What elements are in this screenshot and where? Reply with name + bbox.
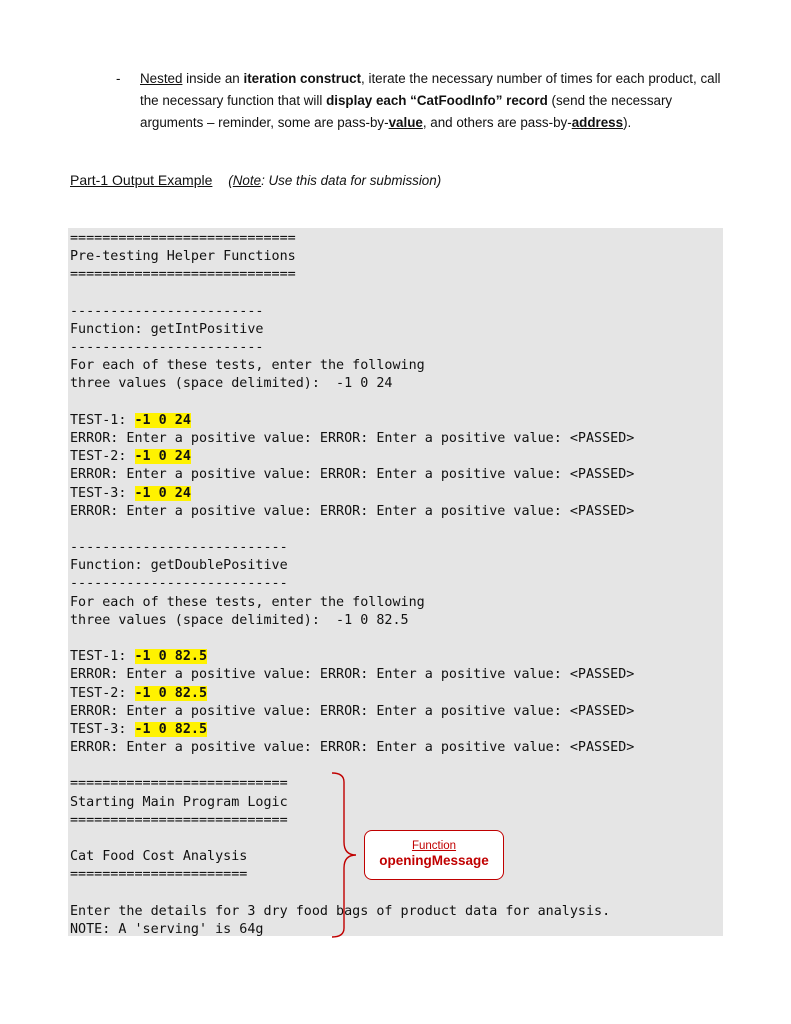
console-line xyxy=(70,685,207,703)
heading-note xyxy=(228,173,441,188)
console-line xyxy=(70,230,296,248)
section-heading xyxy=(70,172,441,188)
note-open: ( xyxy=(228,173,233,188)
instruction-bullet xyxy=(116,68,726,134)
console-line xyxy=(70,375,392,393)
callout-label: Function xyxy=(411,840,457,852)
console-line-text: Function: getIntPositive xyxy=(70,321,264,337)
console-line-text: ============================ xyxy=(70,231,296,246)
console-line xyxy=(70,557,288,575)
bullet-text-2: , iterate the necessary number of times for each product, call the necessary function that will xyxy=(140,71,721,108)
console-line-text: ============================ xyxy=(70,267,296,283)
console-line xyxy=(70,485,191,503)
console-line xyxy=(70,794,288,812)
console-line-text: Starting Main Program Logic xyxy=(70,794,288,810)
console-line xyxy=(70,921,263,939)
console-line-text: ERROR: Enter a positive value: ERROR: Enter a positive value: <PASSED> xyxy=(70,430,635,446)
console-line-text: For each of these tests, enter the following xyxy=(70,358,425,374)
console-line xyxy=(70,466,634,484)
console-line xyxy=(70,703,634,721)
bullet-dash: - xyxy=(116,71,121,86)
console-line-text: TEST-1: xyxy=(70,649,135,665)
console-line xyxy=(70,503,634,521)
console-line-text: TEST-3: xyxy=(70,721,135,737)
console-line-text: Cat Food Cost Analysis xyxy=(70,849,248,865)
note-text: : Use this data for submission) xyxy=(261,173,442,188)
console-input-highlight: -1 0 24 xyxy=(134,412,191,428)
console-line xyxy=(70,594,425,612)
console-line-text: ERROR: Enter a positive value: ERROR: Enter a positive value: <PASSED> xyxy=(70,740,635,756)
console-input-highlight: -1 0 24 xyxy=(134,449,191,465)
console-line-text: three values (space delimited): -1 0 82.5 xyxy=(70,612,409,628)
console-line xyxy=(70,775,288,793)
console-line-text: --------------------------- xyxy=(70,576,288,592)
console-input-highlight: -1 0 82.5 xyxy=(134,721,208,737)
callout-function-name: openingMessage xyxy=(379,853,489,868)
iteration-construct: iteration construct xyxy=(243,71,362,86)
console-line-text: Function: getDoublePositive xyxy=(70,558,288,574)
console-line-text: Pre-testing Helper Functions xyxy=(70,249,296,265)
console-line-text: For each of these tests, enter the following xyxy=(70,594,425,610)
console-line xyxy=(70,357,425,375)
console-line xyxy=(70,648,207,666)
function-callout xyxy=(364,830,504,880)
console-line-text: ERROR: Enter a positive value: ERROR: Enter a positive value: <PASSED> xyxy=(70,467,635,483)
console-line-text: ERROR: Enter a positive value: ERROR: Enter a positive value: <PASSED> xyxy=(70,503,635,519)
console-line-text: ------------------------ xyxy=(70,340,264,356)
console-input-highlight: -1 0 82.5 xyxy=(134,649,208,665)
console-line-text: TEST-2: xyxy=(70,685,135,701)
value-word: value xyxy=(388,115,423,130)
bullet-text-1: inside an xyxy=(182,71,244,86)
console-input-highlight: -1 0 82.5 xyxy=(134,685,208,701)
console-input-highlight: -1 0 24 xyxy=(134,485,191,501)
display-record: display each “CatFoodInfo” record xyxy=(326,93,548,108)
console-line xyxy=(70,812,288,830)
console-line-text: =========================== xyxy=(70,776,288,792)
console-line xyxy=(70,430,634,448)
console-line-text: three values (space delimited): -1 0 24 xyxy=(70,376,393,392)
bullet-text-3: (send the necessary arguments – reminder, some are pass-by- xyxy=(140,93,673,130)
console-line xyxy=(70,721,207,739)
console-line-text: ERROR: Enter a positive value: ERROR: Enter a positive value: <PASSED> xyxy=(70,703,635,719)
curly-brace-icon xyxy=(330,772,360,938)
console-line-text: TEST-1: xyxy=(70,412,135,428)
console-line-text: --------------------------- xyxy=(70,540,288,556)
bullet-text-4: , and others are pass-by- xyxy=(422,115,572,130)
console-line-text: Enter the details for 3 dry food bags of product data for analysis. xyxy=(70,903,611,919)
console-line-text: NOTE: A 'serving' is 64g xyxy=(70,921,264,937)
console-line xyxy=(70,866,247,884)
console-line-text: =========================== xyxy=(70,812,288,828)
bullet-text-5: ). xyxy=(623,115,632,130)
address-word: address xyxy=(571,115,624,130)
console-line xyxy=(70,339,263,357)
console-line xyxy=(70,412,191,430)
console-line-text: TEST-3: xyxy=(70,485,135,501)
console-line xyxy=(70,266,296,284)
console-line xyxy=(70,321,263,339)
console-line xyxy=(70,739,634,757)
console-line xyxy=(70,248,296,266)
console-line-text: ERROR: Enter a positive value: ERROR: Enter a positive value: <PASSED> xyxy=(70,667,635,683)
console-line-text: ------------------------ xyxy=(70,303,264,319)
bullet-text xyxy=(140,68,726,134)
console-line-text: ====================== xyxy=(70,867,248,883)
console-line-text: TEST-2: xyxy=(70,449,135,465)
note-label: Note xyxy=(232,173,262,188)
console-line xyxy=(70,575,288,593)
console-line xyxy=(70,303,263,321)
console-line xyxy=(70,448,191,466)
console-line xyxy=(70,612,409,630)
console-line xyxy=(70,848,247,866)
nested-word: Nested xyxy=(140,71,183,86)
heading-title: Part-1 Output Example xyxy=(70,172,213,188)
console-line xyxy=(70,539,288,557)
console-line xyxy=(70,666,634,684)
